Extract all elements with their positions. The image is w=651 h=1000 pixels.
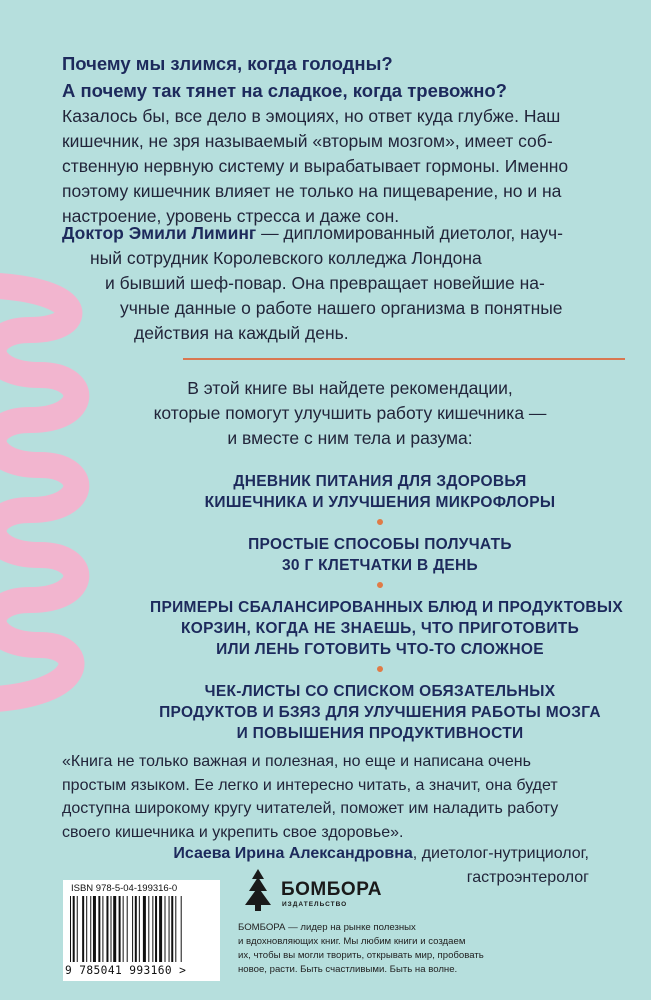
heading-line-2: А почему так тянет на сладкое, когда тревожно? (62, 80, 507, 101)
barcode-box (63, 880, 220, 981)
feature-line: ИЛИ ЛЕНЬ ГОТОВИТЬ ЧТО-ТО СЛОЖНОЕ (216, 641, 544, 658)
feature-line: ЧЕК-ЛИСТЫ СО СПИСКОМ ОБЯЗАТЕЛЬНЫХ (204, 683, 556, 700)
author-bio-text: — дипломированный диетолог, науч- (256, 223, 563, 243)
lead-paragraph (100, 376, 600, 451)
feature-list (150, 471, 624, 744)
quote-line: своего кишечника и укрепить свое здоровье». (62, 823, 404, 841)
intro-paragraph (62, 104, 622, 229)
orange-bullet-dot (377, 519, 383, 525)
orange-divider (183, 358, 625, 360)
intro-line: ственную нервную систему и вырабатывает гормоны. Именно (62, 156, 569, 176)
feature-line: КИШЕЧНИКА И УЛУЧШЕНИЯ МИКРОФЛОРЫ (204, 494, 556, 511)
feature-line: ПРОСТЫЕ СПОСОБЫ ПОЛУЧАТЬ (248, 536, 512, 553)
author-bio-line: ный сотрудник Королевского колледжа Лондона (90, 248, 482, 268)
lead-line: и вместе с ним тела и разума: (227, 428, 473, 448)
intro-line: кишечник, не зря называемый «вторым мозгом», имеет соб- (62, 131, 553, 151)
feature-item (150, 534, 610, 576)
quote-author-role-line-2: гастроэнтеролог (466, 868, 589, 886)
publisher-text-line: БОМБОРА — лидер на рынке полезных (238, 922, 416, 933)
orange-bullet-dot (377, 666, 383, 672)
barcode-digits: 9 785041 993160 > (65, 964, 187, 977)
quote-attribution-line (89, 842, 589, 866)
publisher-description (238, 921, 498, 977)
quote-author-name: Исаева Ирина Александровна (173, 845, 413, 862)
publisher-text-line: новое, расти. Быть счастливыми. Быть на волне. (238, 964, 458, 975)
feature-line: ДНЕВНИК ПИТАНИЯ ДЛЯ ЗДОРОВЬЯ (233, 473, 527, 490)
feature-item (150, 681, 610, 744)
barcode-bars (70, 896, 213, 964)
feature-line: ПРОДУКТОВ И БЗЯЗ ДЛЯ УЛУЧШЕНИЯ РАБОТЫ МОЗГА (159, 704, 601, 721)
author-bio (0, 221, 651, 346)
publisher-text-line: и вдохновляющих книг. Мы любим книги и создаем (238, 936, 466, 947)
publisher-logo-subtitle: ИЗДАТЕЛЬСТВО (282, 901, 348, 908)
lead-line: которые помогут улучшить работу кишечника — (153, 403, 547, 423)
bombora-logo-icon (238, 867, 278, 913)
isbn-text: ISBN 978-5-04-199316-0 (71, 883, 178, 894)
orange-bullet-dot (377, 582, 383, 588)
author-bio-line: и бывший шеф-повар. Она превращает новейшие на- (105, 273, 545, 293)
intro-line: Казалось бы, все дело в эмоциях, но ответ куда глубже. Наш (62, 106, 561, 126)
feature-line: КОРЗИН, КОГДА НЕ ЗНАЕШЬ, ЧТО ПРИГОТОВИТЬ (180, 620, 580, 637)
heading-line-1: Почему мы злимся, когда голодны? (62, 53, 393, 74)
quote-line: доступна широкому кругу читателей, поможет им наладить работу (62, 800, 559, 817)
quote-line: «Книга не только важная и полезная, но еще и написана очень (62, 753, 531, 770)
intro-line: поэтому кишечник влияет не только на пищеварение, но и на (62, 181, 562, 201)
intro-line: настроение, уровень стресса и даже сон. (62, 206, 400, 226)
feature-item (150, 597, 624, 660)
quote-line: простым языком. Ее легко и интересно читать, а значит, она будет (62, 776, 558, 794)
publisher-text-line: их, чтобы вы могли творить, открывать мир, пробовать (238, 950, 484, 961)
author-name: Доктор Эмили Лиминг (62, 223, 257, 243)
publisher-logo (238, 867, 382, 917)
author-bio-line: учные данные о работе нашего организма в понятные (120, 298, 563, 318)
feature-line: 30 Г КЛЕТЧАТКИ В ДЕНЬ (282, 557, 478, 574)
lead-line: В этой книге вы найдете рекомендации, (187, 378, 513, 398)
review-quote (62, 750, 632, 844)
feature-item (150, 471, 610, 513)
publisher-logo-name: БОМБОРА (281, 879, 382, 900)
quote-author-role: , диетолог-нутрициолог, (412, 845, 589, 862)
feature-line: И ПОВЫШЕНИЯ ПРОДУКТИВНОСТИ (236, 725, 524, 742)
feature-line: ПРИМЕРЫ СБАЛАНСИРОВАННЫХ БЛЮД И ПРОДУКТОВЫХ (150, 599, 624, 616)
author-bio-line: действия на каждый день. (134, 323, 349, 343)
heading (62, 50, 622, 104)
author-bio-line (62, 221, 651, 246)
